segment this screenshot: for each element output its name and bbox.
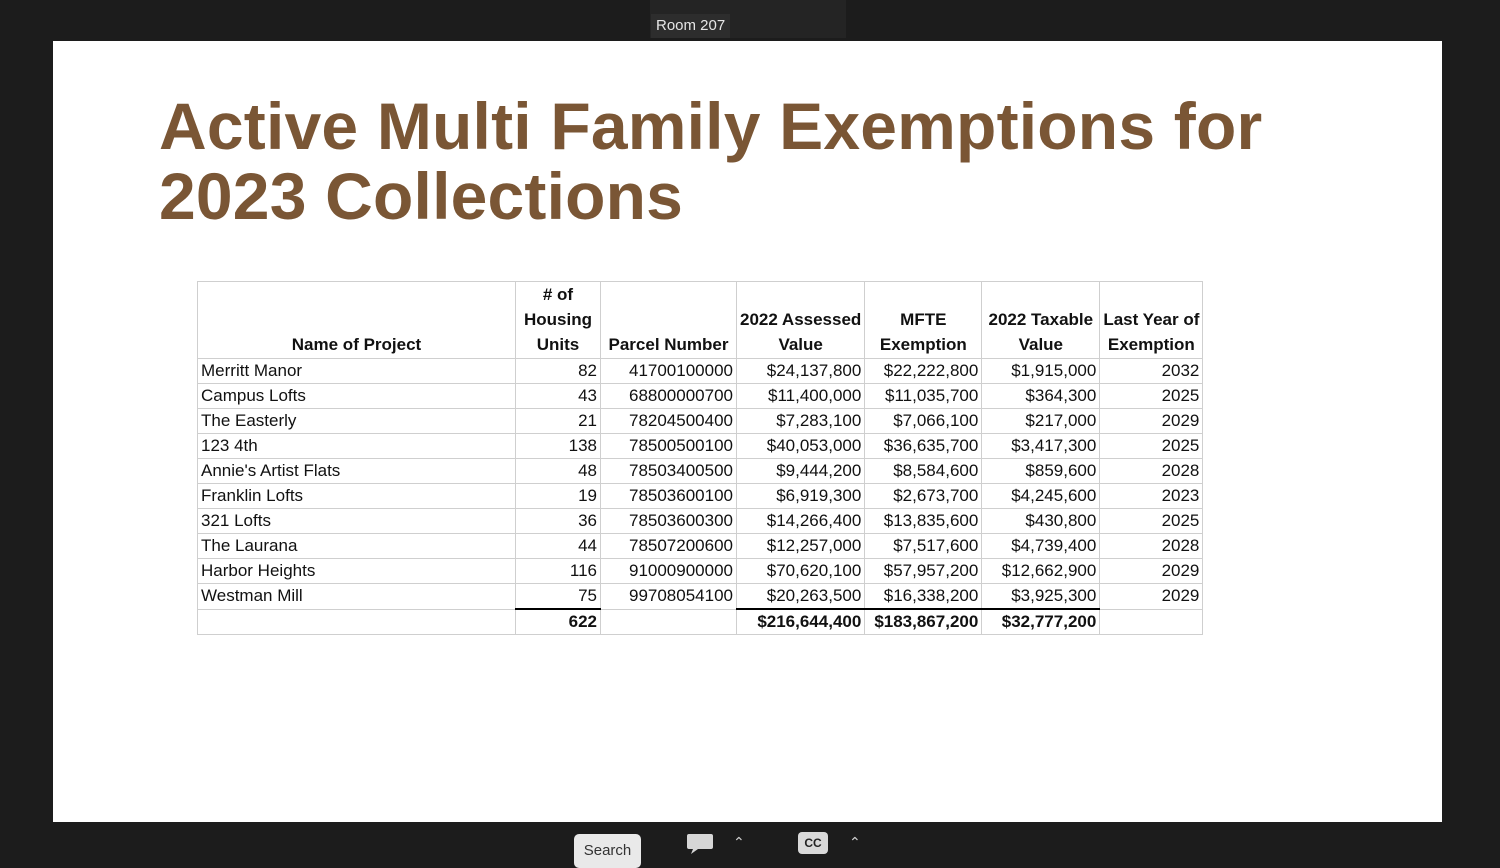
header-last-year: Last Year of Exemption	[1100, 282, 1203, 359]
cell-last-year: 2025	[1100, 509, 1203, 534]
cell-name: Harbor Heights	[198, 559, 516, 584]
cell-taxable: $12,662,900	[982, 559, 1100, 584]
cell-assessed: $40,053,000	[737, 434, 865, 459]
cell-name: Campus Lofts	[198, 384, 516, 409]
cell-name: 321 Lofts	[198, 509, 516, 534]
cell-last-year: 2029	[1100, 559, 1203, 584]
cell-units: 82	[516, 359, 601, 384]
header-name: Name of Project	[198, 282, 516, 359]
table-row	[198, 384, 1203, 409]
cell-mfte: $36,635,700	[865, 434, 982, 459]
table-row	[198, 409, 1203, 434]
cell-mfte: $7,517,600	[865, 534, 982, 559]
cell-mfte: $22,222,800	[865, 359, 982, 384]
cell-last-year: 2029	[1100, 409, 1203, 434]
cell-assessed: $6,919,300	[737, 484, 865, 509]
table-row	[198, 459, 1203, 484]
cell-assessed: $7,283,100	[737, 409, 865, 434]
table-body	[198, 359, 1203, 635]
cell-mfte: $11,035,700	[865, 384, 982, 409]
search-button[interactable]: Search	[574, 834, 641, 868]
cell-assessed: $24,137,800	[737, 359, 865, 384]
cell-assessed: $9,444,200	[737, 459, 865, 484]
header-mfte: MFTE Exemption	[865, 282, 982, 359]
cell-name: Merritt Manor	[198, 359, 516, 384]
cell-units: 116	[516, 559, 601, 584]
room-label: Room 207	[651, 14, 730, 38]
cell-assessed: $12,257,000	[737, 534, 865, 559]
cell-parcel: 78500500100	[601, 434, 737, 459]
cell-parcel: 78204500400	[601, 409, 737, 434]
cell-parcel: 91000900000	[601, 559, 737, 584]
cell-name: Westman Mill	[198, 584, 516, 610]
cell-mfte: $2,673,700	[865, 484, 982, 509]
closed-captions-icon[interactable]: CC	[798, 832, 828, 854]
cell-last-year: 2025	[1100, 384, 1203, 409]
cell-name: Franklin Lofts	[198, 484, 516, 509]
cell-assessed: $11,400,000	[737, 384, 865, 409]
cell-parcel: 78503600300	[601, 509, 737, 534]
totals-row	[198, 609, 1203, 635]
cell-taxable: $4,739,400	[982, 534, 1100, 559]
slide-title: Active Multi Family Exemptions for 2023 Collections	[159, 89, 1263, 233]
cell-mfte: $16,338,200	[865, 584, 982, 610]
cell-parcel: 78503400500	[601, 459, 737, 484]
header-taxable: 2022 Taxable Value	[982, 282, 1100, 359]
cell-name: 123 4th	[198, 434, 516, 459]
cell-taxable: $3,417,300	[982, 434, 1100, 459]
cell-taxable: $859,600	[982, 459, 1100, 484]
cell-assessed: $70,620,100	[737, 559, 865, 584]
cell-taxable: $364,300	[982, 384, 1100, 409]
cell-taxable: $430,800	[982, 509, 1100, 534]
total-mfte: $183,867,200	[865, 609, 982, 635]
captions-options-chevron-up-icon[interactable]: ⌃	[849, 834, 861, 850]
table-row	[198, 434, 1203, 459]
cell-last-year: 2028	[1100, 534, 1203, 559]
cell-last-year: 2029	[1100, 584, 1203, 610]
cell-mfte: $7,066,100	[865, 409, 982, 434]
cell-units: 75	[516, 584, 601, 610]
cell-mfte: $57,957,200	[865, 559, 982, 584]
table-row	[198, 359, 1203, 384]
cell-name: Annie's Artist Flats	[198, 459, 516, 484]
header-assessed: 2022 Assessed Value	[737, 282, 865, 359]
cell-mfte: $13,835,600	[865, 509, 982, 534]
total-last-year	[1100, 609, 1203, 635]
cell-parcel: 99708054100	[601, 584, 737, 610]
cell-parcel: 41700100000	[601, 359, 737, 384]
total-parcel	[601, 609, 737, 635]
exemptions-table	[197, 281, 1203, 635]
cell-taxable: $3,925,300	[982, 584, 1100, 610]
table-row	[198, 584, 1203, 610]
cell-assessed: $20,263,500	[737, 584, 865, 610]
total-taxable: $32,777,200	[982, 609, 1100, 635]
cell-units: 138	[516, 434, 601, 459]
cell-assessed: $14,266,400	[737, 509, 865, 534]
cell-taxable: $1,915,000	[982, 359, 1100, 384]
cell-units: 21	[516, 409, 601, 434]
cell-units: 43	[516, 384, 601, 409]
cell-parcel: 78507200600	[601, 534, 737, 559]
cell-name: The Easterly	[198, 409, 516, 434]
cell-parcel: 78503600100	[601, 484, 737, 509]
cell-last-year: 2028	[1100, 459, 1203, 484]
cell-last-year: 2032	[1100, 359, 1203, 384]
table-header-row	[198, 282, 1203, 359]
shared-slide	[53, 41, 1442, 822]
chat-options-chevron-up-icon[interactable]: ⌃	[733, 834, 745, 850]
cell-units: 44	[516, 534, 601, 559]
cell-units: 36	[516, 509, 601, 534]
table-row	[198, 534, 1203, 559]
cell-taxable: $4,245,600	[982, 484, 1100, 509]
cell-mfte: $8,584,600	[865, 459, 982, 484]
cell-taxable: $217,000	[982, 409, 1100, 434]
header-units: # of Housing Units	[516, 282, 601, 359]
total-units: 622	[516, 609, 601, 635]
cell-units: 19	[516, 484, 601, 509]
cell-last-year: 2025	[1100, 434, 1203, 459]
table-row	[198, 484, 1203, 509]
total-assessed: $216,644,400	[737, 609, 865, 635]
table-row	[198, 559, 1203, 584]
cell-parcel: 68800000700	[601, 384, 737, 409]
cell-last-year: 2023	[1100, 484, 1203, 509]
total-name	[198, 609, 516, 635]
header-parcel: Parcel Number	[601, 282, 737, 359]
cell-name: The Laurana	[198, 534, 516, 559]
table-row	[198, 509, 1203, 534]
chat-bubble-icon[interactable]	[686, 832, 714, 856]
cell-units: 48	[516, 459, 601, 484]
